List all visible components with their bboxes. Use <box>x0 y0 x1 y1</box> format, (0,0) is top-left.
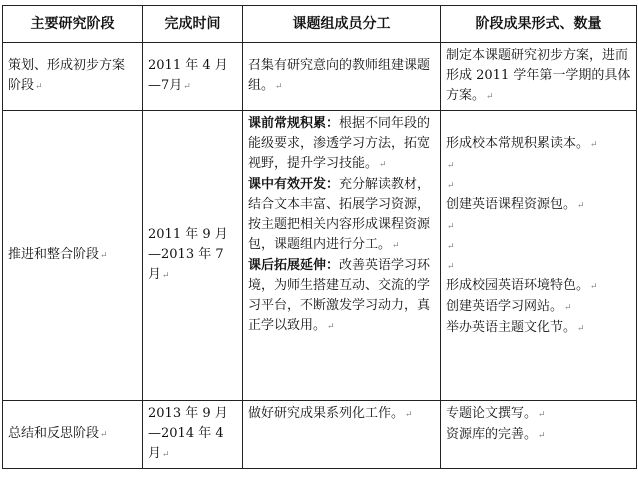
duties-cell <box>243 111 441 401</box>
paragraph-mark-icon: ↵ <box>392 241 400 251</box>
paragraph-mark-icon: ↵ <box>447 222 455 232</box>
result-item: 举办英语主题文化节。↵ <box>446 320 585 335</box>
stage-cell: 总结和反思阶段↵ <box>3 401 143 469</box>
duty-item: 课后拓展延伸：改善英语学习环境，为师生搭建互动、交流的学习平台，不断激发学习动力，真正学以致用。↵ <box>248 258 431 333</box>
paragraph-mark-icon: ↵ <box>538 410 546 420</box>
header-duties: 课题组成员分工 <box>243 6 441 43</box>
paragraph-mark-icon: ↵ <box>447 262 455 272</box>
paragraph-mark-icon: ↵ <box>100 430 108 440</box>
result-item: 形成校本常规积累读本。↵ <box>446 136 598 151</box>
result-item: 创建英语学习网站。↵ <box>446 299 572 314</box>
duties-cell: 做好研究成果系列化工作。↵ <box>243 401 441 469</box>
paragraph-mark-icon: ↵ <box>590 140 598 150</box>
table-row <box>3 111 637 401</box>
time-cell: 2011 年 4 月—7月↵ <box>143 43 243 111</box>
results-cell <box>441 111 637 401</box>
header-stage: 主要研究阶段 <box>3 6 143 43</box>
paragraph-mark-icon: ↵ <box>35 82 43 92</box>
paragraph-mark-icon: ↵ <box>447 161 455 171</box>
paragraph-mark-icon: ↵ <box>327 322 335 332</box>
paragraph-mark-icon: ↵ <box>564 303 572 313</box>
table-row <box>3 43 637 111</box>
paragraph-mark-icon: ↵ <box>447 181 455 191</box>
paragraph-mark-icon: ↵ <box>275 82 283 92</box>
duty-item: 课中有效开发：充分解读教材，结合文本丰富、拓展学习资源，按主题把相关内容形成课程资源包，课题组内进行分工。↵ <box>248 177 431 252</box>
result-item: 创建英语课程资源包。↵ <box>446 197 585 212</box>
results-cell: 制定本课题研究初步方案，进而形成 2011 学年第一学期的具体方案。↵ <box>441 43 637 111</box>
table-row <box>3 401 637 469</box>
paragraph-mark-icon: ↵ <box>405 410 413 420</box>
result-item: 资源库的完善。↵ <box>446 427 546 442</box>
duties-cell: 召集有研究意向的教师组建课题组。↵ <box>243 43 441 111</box>
paragraph-mark-icon: ↵ <box>447 242 455 252</box>
header-time: 完成时间 <box>143 6 243 43</box>
stage-cell: 推进和整合阶段↵ <box>3 111 143 401</box>
stage-cell: 策划、形成初步方案阶段↵ <box>3 43 143 111</box>
paragraph-mark-icon: ↵ <box>162 271 170 281</box>
paragraph-mark-icon: ↵ <box>162 450 170 460</box>
results-cell <box>441 401 637 469</box>
paragraph-mark-icon: ↵ <box>538 431 546 441</box>
header-results: 阶段成果形式、数量 <box>441 6 637 43</box>
paragraph-mark-icon: ↵ <box>379 160 387 170</box>
research-plan-table <box>2 5 636 475</box>
time-cell: 2011 年 9 月—2013 年 7 月↵ <box>143 111 243 401</box>
duty-item: 课前常规积累：根据不同年段的能级要求，渗透学习方法，拓宽视野，提升学习技能。↵ <box>248 116 431 171</box>
paragraph-mark-icon: ↵ <box>590 282 598 292</box>
time-cell: 2013 年 9 月—2014 年 4 月↵ <box>143 401 243 469</box>
header-row <box>3 6 637 43</box>
paragraph-mark-icon: ↵ <box>100 251 108 261</box>
paragraph-mark-icon: ↵ <box>486 92 494 102</box>
result-item: 专题论文撰写。↵ <box>446 406 546 421</box>
paragraph-mark-icon: ↵ <box>577 201 585 211</box>
paragraph-mark-icon: ↵ <box>577 324 585 334</box>
paragraph-mark-icon: ↵ <box>183 82 191 92</box>
result-item: 形成校园英语环境特色。↵ <box>446 278 598 293</box>
